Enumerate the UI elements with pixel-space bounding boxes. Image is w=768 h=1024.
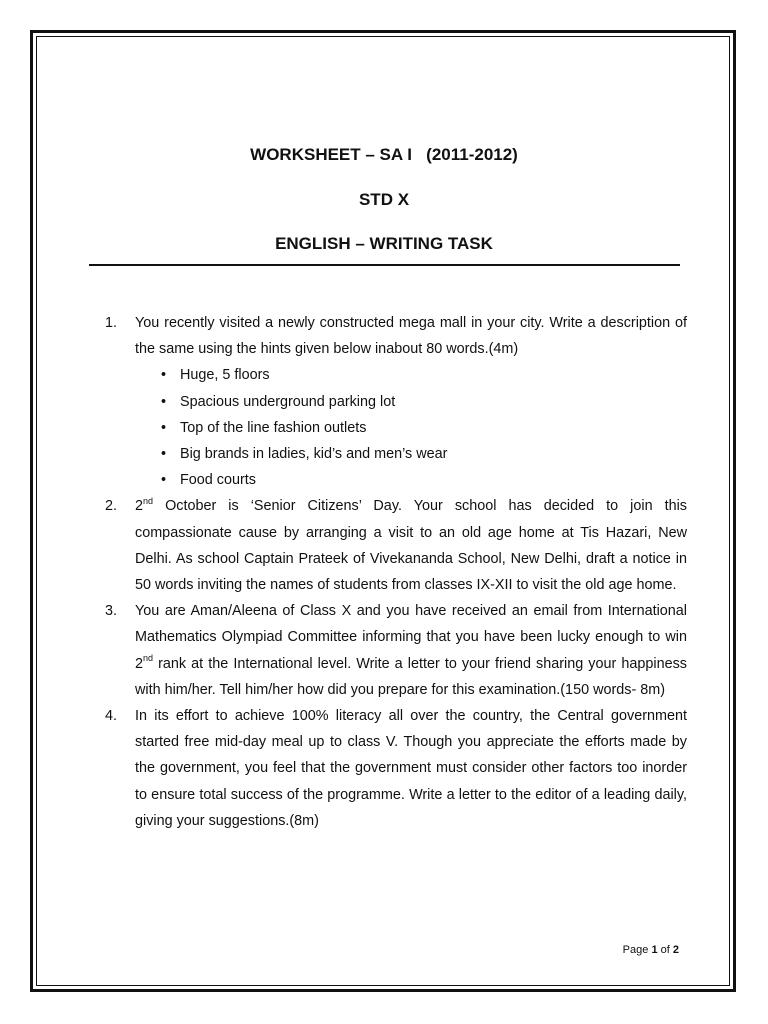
task-list [105, 310, 687, 834]
task-number: 2. [105, 498, 118, 515]
task-text [135, 598, 687, 703]
hint-text: Spacious underground parking lot [180, 393, 396, 410]
hint-item [135, 362, 687, 388]
standard-heading: STD X [358, 190, 410, 209]
ordinal-suffix: nd [143, 495, 154, 506]
subject-heading: ENGLISH – WRITING TASK [275, 234, 493, 253]
hint-item [135, 389, 687, 415]
ordinal-number: 2 [135, 498, 144, 515]
hint-item [135, 415, 687, 441]
hint-item [135, 467, 687, 493]
hint-text: Huge, 5 floors [180, 367, 270, 384]
task-item-2 [105, 493, 687, 598]
hint-item [135, 441, 687, 467]
worksheet-title: WORKSHEET – SA I (2011-2012) [250, 145, 518, 164]
task-item-3 [105, 598, 687, 703]
current-page: 1 [651, 944, 658, 956]
task-text: In its effort to achieve 100% literacy all over the country, the Central government started free mid-day meal up to class V. Though you appreciate the efforts made by the government, you feel that the government must consider other factors too inorder to ensure total success of the programme. Write a letter to the editor of a leading daily, giving your suggestions.(8m) [135, 708, 687, 829]
bullet-icon: • [161, 419, 167, 436]
task-number: 3. [105, 603, 118, 620]
hint-list [135, 362, 687, 493]
task-number: 1. [105, 315, 118, 331]
task-item-4 [105, 703, 687, 834]
task-body: October is ‘Senior Citizens’ Day. Your school has decided to join this compassionate cause by arranging a visit to an old age home at Tis Hazari, New Delhi. As school Captain Prateek of Vivekananda School, New Delhi, draft a notice in 50 words inviting the names of students from classes IX-XII to visit the old age home. [135, 498, 687, 594]
task-body: You are Aman/Aleena of Class X and you have received an email from International Mathematics Olympiad Committee informing that you have been lucky enough to win 2 [135, 603, 687, 672]
hint-text: Top of the line fashion outlets [180, 419, 367, 436]
task-number: 4. [105, 708, 118, 725]
hint-text: Big brands in ladies, kid’s and men’s wear [180, 446, 448, 463]
task-item-1 [105, 310, 687, 493]
page-label: Page [622, 944, 649, 956]
bullet-icon: • [161, 367, 167, 384]
bullet-icon: • [161, 472, 167, 489]
task-text: You recently visited a newly constructed mega mall in your city. Write a description of the same using the hints given below inabout 80 words.(4m) [135, 315, 687, 358]
task-body: rank at the International level. Write a letter to your friend sharing your happiness with him/her. Tell him/her how did you prepare for this examination.(150 words- 8m) [135, 655, 687, 698]
page-number [623, 944, 679, 956]
task-text [135, 493, 687, 598]
hint-text: Food courts [180, 472, 256, 489]
heading-divider [89, 264, 680, 266]
bullet-icon: • [161, 393, 167, 410]
task-list-container [105, 310, 687, 834]
ordinal-suffix: nd [143, 652, 154, 663]
bullet-icon: • [161, 446, 167, 463]
page-of: of [660, 944, 670, 956]
total-pages: 2 [672, 944, 679, 956]
